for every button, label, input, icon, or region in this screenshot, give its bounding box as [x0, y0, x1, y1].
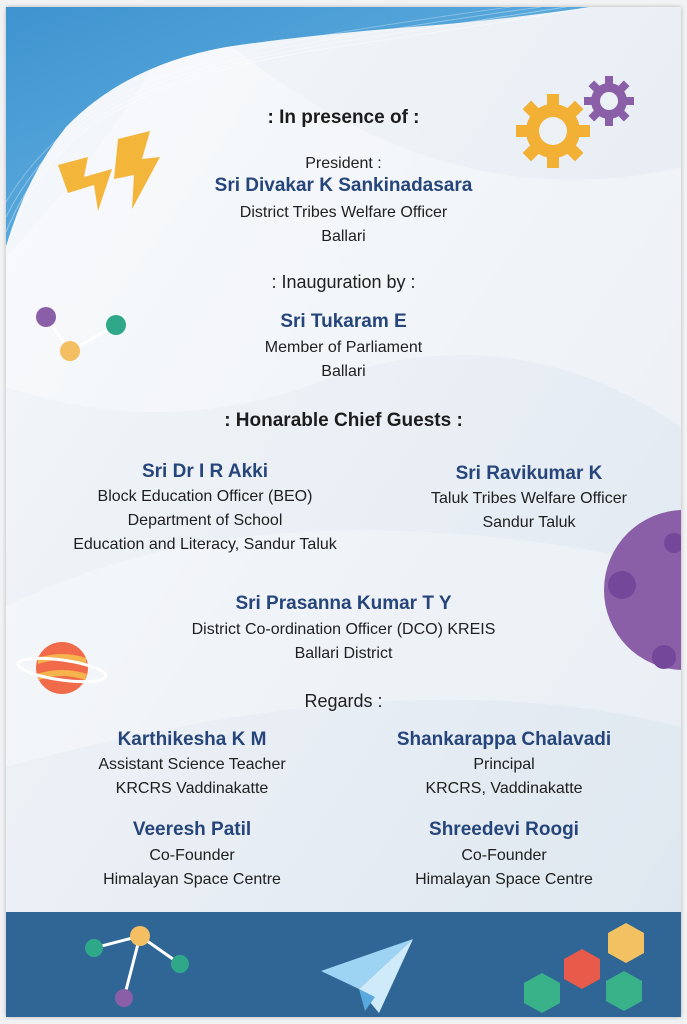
guest-name: Sri Dr I R Akki — [141, 461, 268, 482]
presence-details — [6, 201, 681, 249]
presence-name: Sri Divakar K Sankinadasara — [214, 175, 473, 196]
guest-line: District Co-ordination Officer (DCO) KREIS — [191, 621, 496, 638]
regards-details — [42, 844, 342, 892]
inauguration-heading: : Inauguration by : — [271, 272, 416, 292]
guest-line: Sandur Taluk — [482, 514, 576, 531]
regards-line: Assistant Science Teacher — [98, 756, 286, 773]
regards-line: KRCRS, Vaddinakatte — [425, 780, 583, 797]
regards-line: Co-Founder — [461, 847, 547, 864]
presence-line: Ballari — [321, 228, 366, 245]
regards-line: KRCRS Vaddinakatte — [115, 780, 269, 797]
guest-name: Sri Ravikumar K — [455, 463, 603, 484]
invitation-card — [6, 7, 681, 1017]
guest-name: Sri Prasanna Kumar T Y — [235, 593, 452, 614]
regards-details — [354, 844, 654, 892]
regards-heading: Regards : — [304, 691, 383, 711]
regards-line: Himalayan Space Centre — [103, 871, 281, 888]
regards-line: Himalayan Space Centre — [415, 871, 593, 888]
inauguration-line: Ballari — [321, 363, 366, 380]
presence-line: District Tribes Welfare Officer — [239, 204, 448, 221]
regards-line: Principal — [473, 756, 535, 773]
guest-details — [6, 618, 681, 666]
regards-name: Shreedevi Roogi — [429, 819, 579, 840]
presence-role: President : — [305, 155, 382, 172]
regards-details — [42, 753, 342, 801]
paper-plane-icon — [319, 937, 415, 1015]
molecule-icon — [76, 920, 196, 1010]
guest-line: Block Education Officer (BEO) — [97, 488, 313, 505]
hexagon-icon — [518, 921, 658, 1017]
regards-details — [354, 753, 654, 801]
guest-details — [20, 485, 390, 557]
chief-guests-heading: : Honarable Chief Guests : — [224, 410, 463, 431]
regards-name: Shankarappa Chalavadi — [396, 729, 612, 750]
presence-heading: : In presence of : — [267, 107, 420, 128]
regards-line: Co-Founder — [149, 847, 235, 864]
guest-line: Education and Literacy, Sandur Taluk — [73, 536, 337, 553]
guest-details — [384, 487, 674, 535]
guest-line: Ballari District — [294, 645, 393, 662]
guest-line: Taluk Tribes Welfare Officer — [431, 490, 627, 507]
inauguration-name: Sri Tukaram E — [280, 311, 407, 332]
guest-line: Department of School — [127, 512, 283, 529]
inauguration-line: Member of Parliament — [264, 339, 423, 356]
regards-name: Veeresh Patil — [132, 819, 252, 840]
inauguration-details — [6, 336, 681, 384]
regards-name: Karthikesha K M — [117, 729, 267, 750]
